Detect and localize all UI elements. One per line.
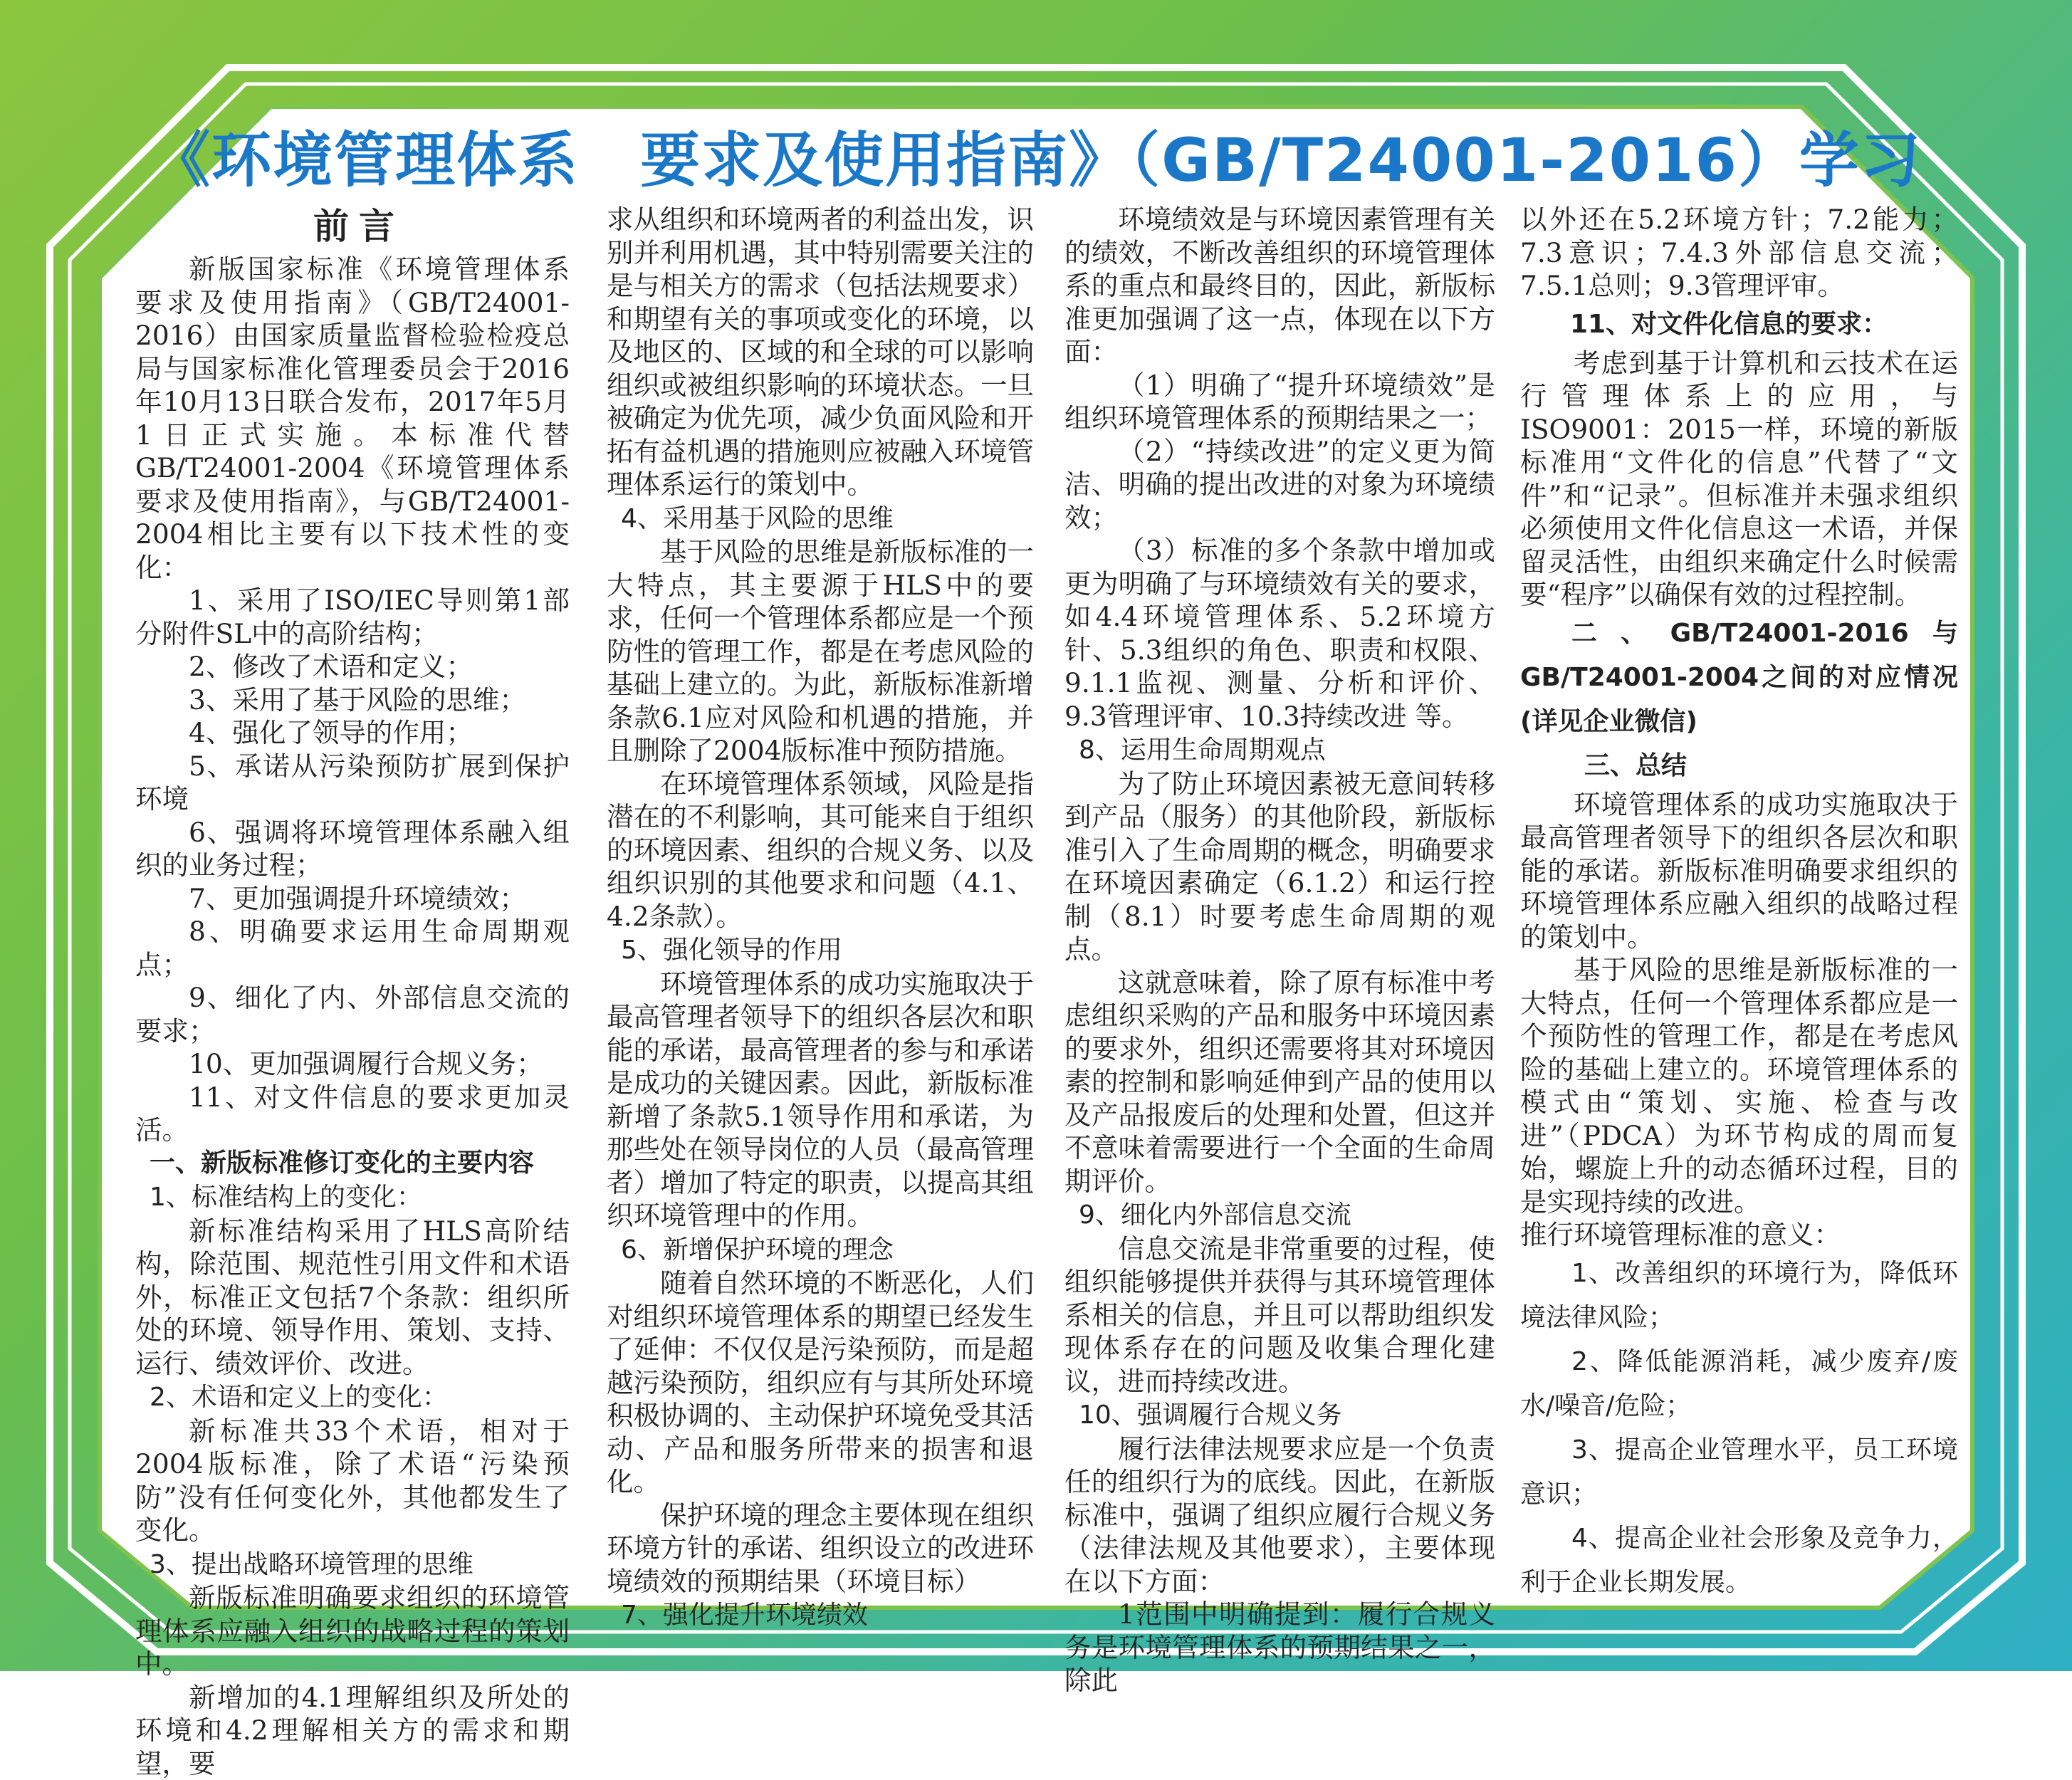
subheading: 8、运用生命周期观点 — [1064, 734, 1495, 768]
paragraph: 新标准结构采用了HLS高阶结构，除范围、规范性引用文件和术语外，标准正文包括7个条款：组织所处的环境、领导作用、策划、支持、运行、绩效评价、改进。 — [135, 1215, 570, 1381]
paragraph: 环境管理体系的成功实施取决于最高管理者领导下的组织各层次和职能的承诺，最高管理者的参与和承诺是成功的关键因素。因此，新版标准新增了条款5.1领导作用和承诺，为那些处在领导岗位的人员（最高管理者）增加了特定的职责，以提高其组织环境管理中的作用。 — [607, 968, 1034, 1232]
subheading: 5、强化领导的作用 — [607, 934, 1034, 968]
paragraph: 推行环境管理标准的意义： — [1520, 1218, 1958, 1252]
list-item: 10、更加强调履行合规义务； — [135, 1047, 570, 1081]
paragraph: 新增加的4.1理解组织及所处的环境和4.2理解相关方的需求和期望，要 — [135, 1681, 570, 1780]
paragraph: 环境绩效是与环境因素管理有关的绩效，不断改善组织的环境管理体系的重点和最终目的，因此，新版标准更加强调了这一点，体现在以下方面： — [1064, 203, 1495, 369]
subheading: 10、强调履行合规义务 — [1064, 1399, 1495, 1433]
paragraph: 求从组织和环境两者的利益出发，识别并利用机遇，其中特别需要关注的是与相关方的需求（包括法规要求）和期望有关的事项或变化的环境，以及地区的、区域的和全球的可以影响组织或被组织影响的环境状态。一旦被确定为优先项，减少负面风险和开拓有益机遇的措施则应被融入环境管理体系运行的策划中。 — [607, 203, 1034, 501]
paragraph: 这就意味着，除了原有标准中考虑组织采购的产品和服务中环境因素的要求外，组织还需要将其对环境因素的控制和影响延伸到产品的使用以及产品报废后的处理和处置，但这并不意味着需要进行一个全面的生命周期评价。 — [1064, 966, 1495, 1198]
list-item: 5、承诺从污染预防扩展到保护环境 — [135, 750, 570, 816]
subheading: 2、术语和定义上的变化： — [135, 1381, 570, 1415]
page-title: 《环境管理体系 要求及使用指南》（GB/T24001-2016）学习 — [107, 117, 1965, 203]
paragraph: 信息交流是非常重要的过程，使组织能够提供并获得与其环境管理体系相关的信息，并且可以帮助组织发现体系存在的问题及收集合理化建议，进而持续改进。 — [1064, 1232, 1495, 1398]
column-4 — [1520, 203, 1958, 1556]
subheading: 9、细化内外部信息交流 — [1064, 1199, 1495, 1232]
preface-heading: 前言 — [135, 203, 570, 250]
column-2 — [607, 203, 1034, 1556]
subheading: 4、采用基于风险的思维 — [607, 503, 1034, 536]
list-item: 3、采用了基于风险的思维； — [135, 684, 570, 717]
paragraph: 为了防止环境因素被无意间转移到产品（服务）的其他阶段，新版标准引入了生命周期的概念，明确要求在环境因素确定（6.1.2）和运行控制（8.1）时要考虑生命周期的观点。 — [1064, 768, 1495, 966]
list-item: 6、强调将环境管理体系融入组织的业务过程； — [135, 816, 570, 882]
list-item: 3、提高企业管理水平，员工环境意识； — [1520, 1428, 1958, 1517]
list-item: 4、提高企业社会形象及竞争力，利于企业长期发展。 — [1520, 1517, 1958, 1605]
list-item: 8、明确要求运用生命周期观点； — [135, 915, 570, 981]
subheading: 1、标准结构上的变化： — [135, 1181, 570, 1215]
list-item: （1）明确了“提升环境绩效”是组织环境管理体系的预期结果之一； — [1064, 369, 1495, 435]
paragraph: 1范围中明确提到：履行合规义务是环境管理体系的预期结果之一，除此 — [1064, 1598, 1495, 1697]
section-heading: 三、总结 — [1520, 744, 1958, 788]
section-heading: 二、GB/T24001-2016与GB/T24001-2004之间的对应情况(详见企业微信) — [1520, 612, 1958, 744]
paragraph: 新版国家标准《环境管理体系 要求及使用指南》（GB/T24001-2016）由国家质量监督检验检疫总局与国家标准化管理委员会于2016年10月13日联合发布，2017年5月1日正式实施。本标准代替GB/T24001-2004《环境管理体系 要求及使用指南》，与GB/T24001-2004相比主要有以下技术性的变化： — [135, 253, 570, 584]
list-item: 4、强化了领导的作用； — [135, 716, 570, 750]
list-item: 7、更加强调提升环境绩效； — [135, 882, 570, 916]
list-item: （2）“持续改进”的定义更为简洁、明确的提出改进的对象为环境绩效； — [1064, 435, 1495, 535]
subheading: 7、强化提升环境绩效 — [607, 1599, 1034, 1633]
list-item: 9、细化了内、外部信息交流的要求； — [135, 981, 570, 1047]
paragraph: 新标准共33个术语，相对于2004版标准，除了术语“污染预防”没有任何变化外，其他都发生了变化。 — [135, 1415, 570, 1547]
list-item: 2、降低能源消耗，减少废弃/废水/噪音/危险； — [1520, 1340, 1958, 1428]
subheading: 11、对文件化信息的要求： — [1520, 303, 1958, 347]
subheading: 3、提出战略环境管理的思维 — [135, 1549, 570, 1582]
paragraph: 考虑到基于计算机和云技术在运行管理体系上的应用，与ISO9001：2015一样，环境的新版标准用“文件化的信息”代替了“文件”和“记录”。但标准并未强求组织必须使用文件化信息这一术语，并保留灵活性，由组织来确定什么时候需要“程序”以确保有效的过程控制。 — [1520, 347, 1958, 612]
column-1 — [135, 203, 570, 1556]
subheading: 6、新增保护环境的理念 — [607, 1234, 1034, 1267]
paragraph: 新版标准明确要求组织的环境管理体系应融入组织的战略过程的策划中。 — [135, 1581, 570, 1681]
list-item: 1、改善组织的环境行为，降低环境法律风险； — [1520, 1252, 1958, 1340]
list-item: （3）标准的多个条款中增加或更为明确了与环境绩效有关的要求，如4.4环境管理体系、5.2环境方针、5.3组织的角色、职责和权限、9.1.1监视、测量、分析和评价、9.3管理评审、10.3持续改进 等。 — [1064, 534, 1495, 733]
paragraph: 保护环境的理念主要体现在组织环境方针的承诺、组织设立的改进环境绩效的预期结果（环境目标） — [607, 1499, 1034, 1598]
column-3 — [1064, 203, 1495, 1556]
paragraph: 随着自然环境的不断恶化，人们对组织环境管理体系的期望已经发生了延伸：不仅仅是污染预防，而是超越污染预防，组织应有与其所处环境积极协调的、主动保护环境免受其活动、产品和服务所带来的损害和退化。 — [607, 1267, 1034, 1499]
paragraph: 以外还在5.2环境方针；7.2能力；7.3意识；7.4.3外部信息交流；7.5.1总则；9.3管理评审。 — [1520, 203, 1958, 303]
list-item: 1、采用了ISO/IEC导则第1部分附件SL中的高阶结构； — [135, 584, 570, 650]
paragraph: 基于风险的思维是新版标准的一大特点，任何一个管理体系都应是一个预防性的管理工作，都是在考虑风险的基础上建立的。环境管理体系的模式由“策划、实施、检查与改进”（PDCA）为环节构成的周而复始，螺旋上升的动态循环过程，目的是实现持续的改进。 — [1520, 953, 1958, 1218]
paragraph: 基于风险的思维是新版标准的一大特点，其主要源于HLS中的要求，任何一个管理体系都应是一个预防性的管理工作，都是在考虑风险的基础上建立的。为此，新版标准新增条款6.1应对风险和机遇的措施，并且删除了2004版标准中预防措施。 — [607, 535, 1034, 768]
list-item: 2、修改了术语和定义； — [135, 650, 570, 684]
paragraph: 环境管理体系的成功实施取决于最高管理者领导下的组织各层次和职能的承诺。新版标准明确要求组织的环境管理体系应融入组织的战略过程的策划中。 — [1520, 788, 1958, 954]
paragraph: 履行法律法规要求应是一个负责任的组织行为的底线。因此，在新版标准中，强调了组织应履行合规义务（法律法规及其他要求），主要体现在以下方面： — [1064, 1433, 1495, 1598]
section-heading: 一、新版标准修订变化的主要内容 — [135, 1147, 570, 1180]
list-item: 11、对文件信息的要求更加灵活。 — [135, 1081, 570, 1147]
paragraph: 在环境管理体系领域，风险是指潜在的不利影响，其可能来自于组织的环境因素、组织的合规义务、以及组织识别的其他要求和问题（4.1、4.2条款）。 — [607, 768, 1034, 933]
